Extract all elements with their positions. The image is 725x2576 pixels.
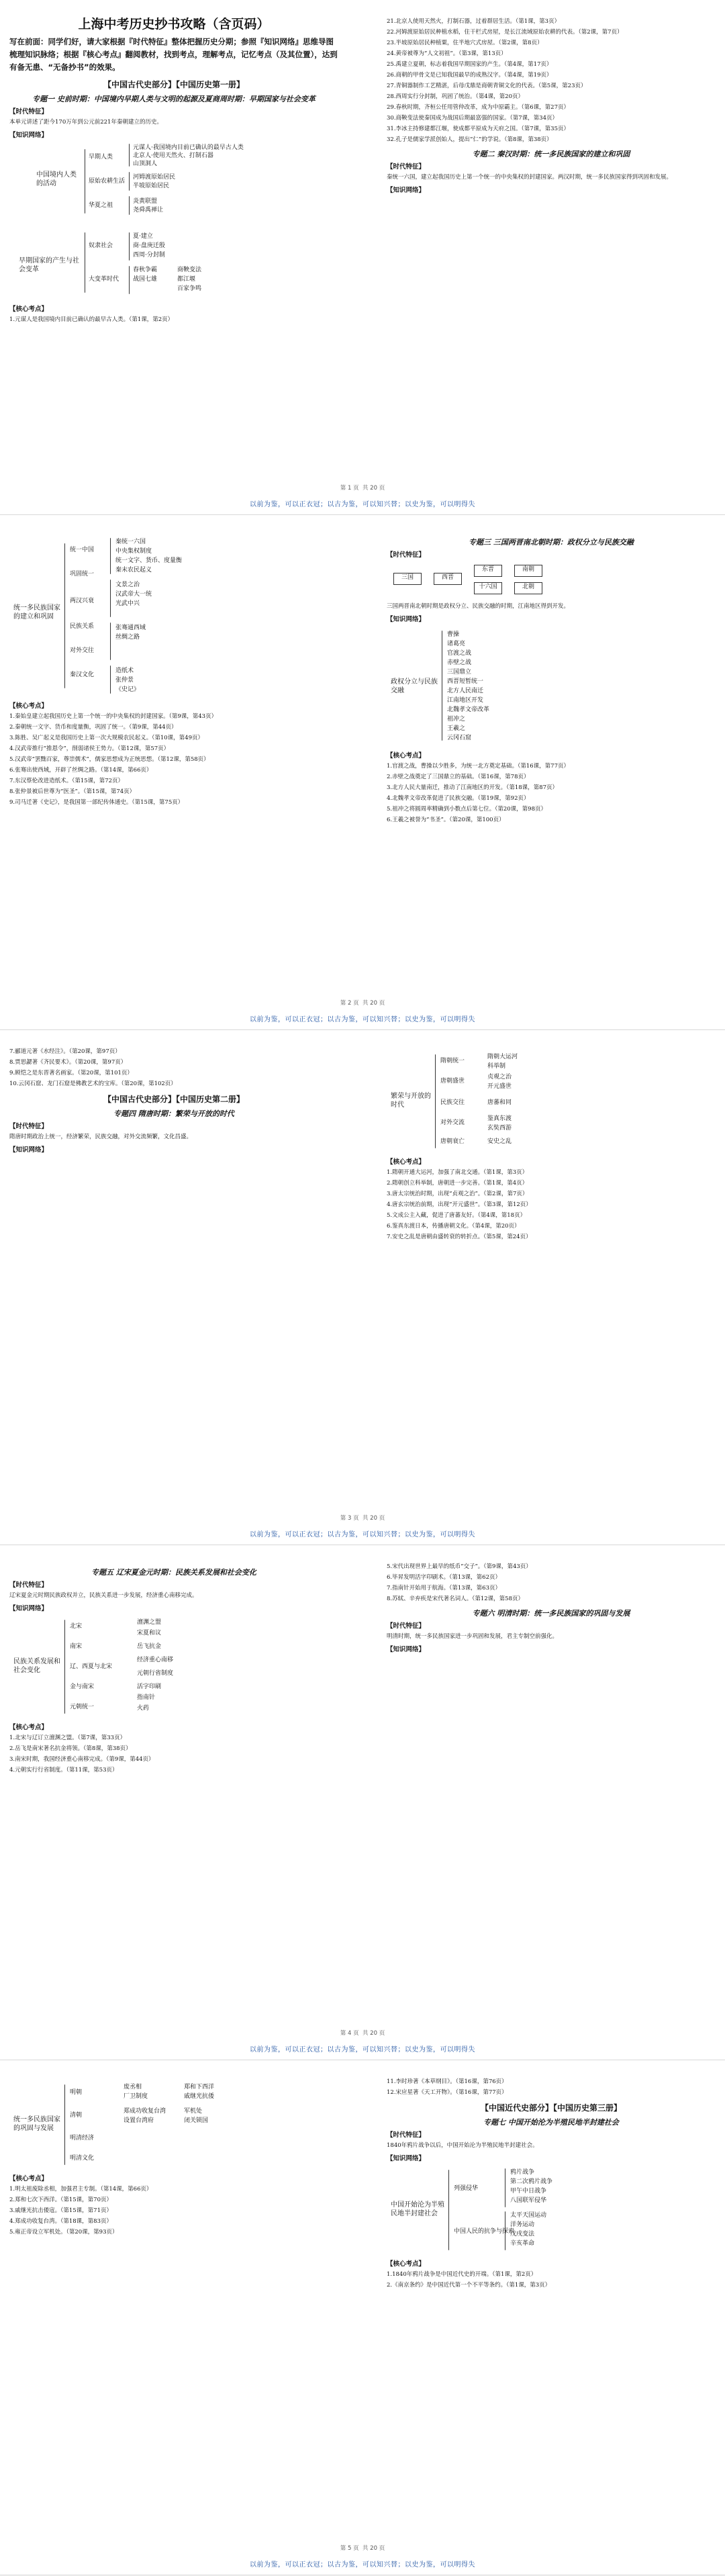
core-item: 3.陈胜、吴广起义是我国历史上第一次大规模农民起义。（第10课，第49页） — [9, 735, 203, 741]
core-item: 26.商朝的甲骨文是已知我国最早的成熟汉字。（第4课，第19页） — [387, 72, 552, 79]
diagram-branch: 清朝 — [70, 2112, 83, 2119]
core-item: 29.春秋时期，齐桓公任用管仲改革，成为中原霸主。（第6课，第27页） — [387, 104, 569, 111]
diagram-leaf: 指南针 — [137, 1694, 156, 1701]
diagram-branch: 元朝统一 — [70, 1704, 95, 1710]
diagram-leaf: 戚继光抗倭 — [184, 2093, 215, 2100]
era-text: 秦统一六国，建立起我国历史上第一个统一的中央集权的封建国家。两汉时期，统一多民族国家得到巩固和发展。 — [387, 174, 673, 181]
network-label: 【知识网络】 — [9, 1605, 48, 1612]
knowledge-network-diagram — [9, 2082, 338, 2169]
diagram-brace — [129, 266, 130, 294]
core-item: 7.郦道元著《水经注》。（第20课，第97页） — [9, 1048, 121, 1055]
diagram-branch: 民族交往 — [440, 1099, 465, 1106]
diagram-branch: 奴隶社会 — [89, 242, 113, 249]
core-item: 5.宋代出现世界上最早的纸币“交子”。（第9课，第43页） — [387, 1563, 532, 1570]
core-item: 4.元朝实行行省制度。（第11课，第53页） — [9, 1767, 118, 1774]
diagram-leaf: 山顶洞人 — [133, 160, 158, 167]
diagram-leaf: 北京人·使用天然火、打制石器 — [133, 152, 213, 159]
diagram-brace — [110, 580, 111, 617]
core-item: 4.郑成功收复台湾。（第18课，第83页） — [9, 2218, 112, 2225]
diagram-leaf: 炎黄联盟 — [133, 198, 158, 205]
core-label: 【核心考点】 — [387, 1158, 426, 1166]
network-label: 【知识网络】 — [387, 616, 426, 623]
book-heading: 【中国近代史部分】【中国历史第三册】 — [480, 2103, 622, 2113]
diagram-branch: 秦汉文化 — [70, 672, 95, 678]
core-item: 5.雍正帝设立军机处。（第20课，第93页） — [9, 2229, 118, 2236]
diagram-leaf: 甲午中日战争 — [510, 2188, 547, 2195]
core-label: 【核心考点】 — [9, 1724, 48, 1731]
diagram-leaf: 鸦片战争 — [510, 2169, 535, 2176]
diagram-brace — [435, 1054, 436, 1148]
knowledge-network-diagram — [387, 628, 716, 746]
section-heading: 专题二 秦汉时期：统一多民族国家的建立和巩固 — [472, 150, 630, 158]
diagram-leaf: 洋务运动 — [510, 2221, 535, 2228]
diagram-brace — [129, 196, 130, 215]
left-column — [9, 1563, 338, 2006]
core-item: 8.贾思勰著《齐民要术》。（第20课，第97页） — [9, 1059, 127, 1066]
diagram-branch: 南宋 — [70, 1643, 83, 1650]
diagram-leaf: 第二次鸦片战争 — [510, 2178, 553, 2185]
diagram-brace — [64, 1620, 65, 1714]
diagram-leaf: 军机处 — [184, 2108, 203, 2115]
core-item: 7.安史之乱是唐朝由盛转衰的转折点。（第5课，第24页） — [387, 1234, 532, 1240]
diagram-branch: 原始农耕生活 — [89, 178, 126, 185]
core-item: 3.唐太宗统治时期，出现“贞观之治”。（第2课，第7页） — [387, 1191, 528, 1197]
section-heading: 专题三 三国两晋南北朝时期：政权分立与民族交融 — [469, 538, 634, 547]
footer-strip: 以前为鉴，可以正衣冠；以古为鉴，可以知兴替；以史为鉴，可以明得失 — [250, 501, 475, 508]
diagram-branch: 对外交流 — [440, 1119, 465, 1126]
core-item: 12.宋应星著《天工开物》。（第16课，第77页） — [387, 2089, 508, 2096]
core-item: 6.王羲之被誉为“书圣”。（第20课，第100页） — [387, 817, 505, 823]
core-item: 28.西周实行分封制，巩固了统治。（第4课，第20页） — [387, 93, 524, 100]
core-item: 6.毕昇发明活字印刷术。（第13课，第62页） — [387, 1574, 501, 1581]
diagram-leaf: 光武中兴 — [115, 600, 140, 607]
diagram-root: 繁荣与开放的时代 — [391, 1093, 431, 1109]
diagram-leaf: 江南地区开发 — [447, 697, 484, 704]
core-label: 【核心考点】 — [9, 702, 48, 710]
diagram-leaf: 隋朝大运河 — [487, 1054, 518, 1060]
core-item: 25.禹建立夏朝，标志着我国早期国家的产生。（第4课，第17页） — [387, 61, 552, 68]
diagram-box: 西晋 — [434, 573, 462, 585]
diagram-root: 统一多民族国家的巩固与发展 — [13, 2116, 60, 2132]
diagram-leaf: 元朝行省制度 — [137, 1670, 174, 1677]
era-text: 本单元讲述了距今170万年到公元前221年秦朝建立的历史。 — [9, 119, 162, 126]
section-heading: 专题四 隋唐时期：繁荣与开放的时代 — [113, 1109, 234, 1118]
core-item: 1.1840年鸦片战争是中国近代史的开端。（第1课，第2页） — [387, 2271, 537, 2278]
document-page — [0, 515, 725, 1030]
diagram-leaf: 鉴真东渡 — [487, 1115, 512, 1122]
knowledge-network-diagram — [387, 1052, 716, 1152]
diagram-leaf: 统一文字、货币、度量衡 — [115, 557, 183, 564]
diagram-brace — [129, 232, 130, 261]
core-item: 1.官渡之战，曹操以少胜多，为统一北方奠定基础。（第16课，第77页） — [387, 763, 569, 770]
core-item: 9.顾恺之是东晋著名画家。（第20课，第101页） — [9, 1070, 133, 1076]
core-item: 5.汉武帝“罢黜百家，尊崇儒术”，儒家思想成为正统思想。（第12课，第58页） — [9, 756, 209, 763]
diagram-branch: 中国人民的抗争与探索 — [454, 2228, 515, 2235]
regime-flow-diagram — [387, 563, 716, 597]
core-item: 2.秦朝统一文字、货币和度量衡，巩固了统一。（第9课，第44页） — [9, 724, 177, 731]
network-label: 【知识网络】 — [387, 2155, 426, 2162]
diagram-leaf: 太平天国运动 — [510, 2212, 547, 2219]
diagram-leaf: 张仲景 — [115, 677, 134, 684]
section-heading: 专题七 中国开始沦为半殖民地半封建社会 — [483, 2118, 619, 2127]
core-item: 10.云冈石窟、龙门石窟是佛教艺术的宝库。（第20课，第102页） — [9, 1080, 177, 1087]
diagram-leaf: 赤壁之战 — [447, 659, 472, 666]
diagram-branch: 民族关系 — [70, 623, 95, 630]
diagram-branch: 北宋 — [70, 1623, 83, 1630]
diagram-leaf: 西晋短暂统一 — [447, 678, 484, 685]
section-heading: 专题六 明清时期：统一多民族国家的巩固与发展 — [472, 1609, 630, 1618]
core-item: 27.青铜器制作工艺精湛，后母戊鼎是商朝青铜文化的代表。（第5课，第23页） — [387, 83, 587, 89]
network-label: 【知识网络】 — [387, 187, 426, 194]
diagram-brace — [110, 538, 111, 574]
core-item: 1.元谋人是我国境内目前已确认的最早古人类。（第1课，第2页） — [9, 316, 174, 323]
right-column — [387, 1563, 716, 2006]
diagram-brace — [110, 623, 111, 660]
diagram-leaf: 八国联军侵华 — [510, 2197, 547, 2204]
core-item: 8.苏轼、辛弃疾是宋代著名词人。（第12课，第58页） — [387, 1596, 524, 1602]
diagram-brace — [448, 2170, 449, 2250]
diagram-leaf: 北方人民南迁 — [447, 688, 484, 694]
diagram-leaf: 宋夏和议 — [137, 1630, 162, 1637]
left-column — [9, 2078, 338, 2521]
core-item: 6.张骞出使西域，开辟了丝绸之路。（第14课，第66页） — [9, 767, 152, 774]
era-label: 【时代特征】 — [9, 1123, 48, 1130]
era-label: 【时代特征】 — [9, 108, 48, 116]
document-page — [0, 1030, 725, 1545]
diagram-leaf: 澶渊之盟 — [137, 1619, 162, 1626]
diagram-brace — [110, 665, 111, 694]
diagram-box: 十六国 — [474, 582, 502, 594]
diagram-leaf: 中央集权制度 — [115, 548, 152, 555]
diagram-leaf: 唐蕃和同 — [487, 1099, 512, 1106]
diagram-root: 民族关系发展和社会变化 — [13, 1658, 60, 1674]
network-label: 【知识网络】 — [9, 1146, 48, 1154]
era-label: 【时代特征】 — [387, 2131, 426, 2139]
core-item: 7.东汉蔡伦改进造纸术。（第15课，第72页） — [9, 778, 124, 784]
diagram-leaf: 王羲之 — [447, 725, 466, 732]
right-column — [387, 17, 716, 461]
book-heading: 【中国古代史部分】【中国历史第一册】 — [103, 80, 244, 89]
diagram-leaf: 诸葛亮 — [447, 641, 466, 647]
diagram-leaf: 安史之乱 — [487, 1138, 512, 1145]
diagram-leaf: 经济重心南移 — [137, 1657, 174, 1663]
diagram-branch: 大变革时代 — [89, 276, 119, 283]
era-label: 【时代特征】 — [387, 1622, 426, 1630]
era-text: 1840年鸦片战争以后，中国开始沦为半殖民地半封建社会。 — [387, 2142, 538, 2149]
page-number: 第 4 页 共 20 页 — [340, 2030, 385, 2037]
diagram-branch: 金与南宋 — [70, 1684, 95, 1690]
core-item: 24.黄帝被尊为“人文初祖”。（第3课，第13页） — [387, 50, 507, 57]
core-item: 30.商鞅变法使秦国成为战国后期最富强的国家。（第7课，第34页） — [387, 115, 558, 122]
footer-strip: 以前为鉴，可以正衣冠；以古为鉴，可以知兴替；以史为鉴，可以明得失 — [250, 1531, 475, 1538]
core-item: 1.北宋与辽订立澶渊之盟。（第7课，第33页） — [9, 1735, 126, 1741]
core-item: 22.河姆渡原始居民种植水稻，住干栏式房屋，是长江流域原始农耕的代表。（第2课，第7页） — [387, 29, 623, 36]
core-item: 2.郑和七次下西洋。（第15课，第70页） — [9, 2197, 112, 2203]
diagram-leaf: 戊戌变法 — [510, 2231, 535, 2238]
left-column — [9, 17, 338, 461]
knowledge-network-diagram — [9, 537, 338, 696]
diagram-leaf: 战国七雄 — [133, 276, 158, 283]
diagram-branch: 列强侵华 — [454, 2185, 479, 2192]
diagram-leaf: 秦统一六国 — [115, 539, 146, 545]
right-column — [387, 1048, 716, 1491]
diagram-leaf: 郑成功收复台湾 — [124, 2108, 166, 2115]
diagram-leaf: 秦末农民起义 — [115, 567, 152, 573]
diagram-leaf: 活字印刷 — [137, 1684, 162, 1690]
diagram-leaf: 文景之治 — [115, 582, 140, 588]
core-item: 11.李时珍著《本草纲目》。（第16课，第76页） — [387, 2078, 508, 2085]
document-page — [0, 1545, 725, 2060]
core-item: 9.司马迁著《史记》，是我国第一部纪传体通史。（第15课，第75页） — [9, 799, 184, 806]
diagram-branch: 唐朝盛世 — [440, 1078, 465, 1085]
diagram-leaf: 厂卫制度 — [124, 2093, 148, 2100]
core-item: 8.张仲景被后世尊为“医圣”。（第15课，第74页） — [9, 788, 136, 795]
diagram-brace — [64, 543, 65, 688]
diagram-leaf: 官渡之战 — [447, 650, 472, 657]
diagram-leaf: 开元盛世 — [487, 1083, 512, 1090]
core-item: 6.鉴真东渡日本，传播唐朝文化。（第4课，第20页） — [387, 1223, 520, 1230]
diagram-leaf: 祖冲之 — [447, 716, 466, 723]
footer-strip: 以前为鉴，可以正衣冠；以古为鉴，可以知兴替；以史为鉴，可以明得失 — [250, 1016, 475, 1023]
diagram-leaf: 废丞相 — [124, 2084, 142, 2090]
diagram-leaf: 三国鼎立 — [447, 669, 472, 676]
core-item: 4.北魏孝文帝改革促进了民族交融。（第19课，第92页） — [387, 795, 530, 802]
page-number: 第 2 页 共 20 页 — [340, 1000, 385, 1007]
diagram-root: 中国开始沦为半殖民地半封建社会 — [391, 2201, 444, 2217]
knowledge-network-diagram — [9, 1617, 338, 1718]
era-label: 【时代特征】 — [387, 551, 426, 559]
core-label: 【核心考点】 — [9, 306, 48, 313]
diagram-leaf: 元谋人·我国境内目前已确认的最早古人类 — [133, 144, 244, 151]
diagram-brace — [129, 172, 130, 191]
diagram-branch: 明朝 — [70, 2089, 83, 2096]
era-label: 【时代特征】 — [387, 163, 426, 171]
diagram-branch: 明清文化 — [70, 2155, 95, 2162]
knowledge-network-diagram — [387, 2167, 716, 2254]
network-label: 【知识网络】 — [9, 132, 48, 139]
diagram-leaf: 商鞅变法 — [177, 267, 202, 273]
diagram-leaf: 尧舜禹禅让 — [133, 207, 164, 214]
footer-strip: 以前为鉴，可以正衣冠；以古为鉴，可以知兴替；以史为鉴，可以明得失 — [250, 2561, 475, 2569]
section-heading: 专题一 史前时期：中国境内早期人类与文明的起源及夏商周时期：早期国家与社会变革 — [32, 95, 316, 103]
page-number: 第 5 页 共 20 页 — [340, 2545, 385, 2552]
document-page — [0, 2060, 725, 2575]
book-heading: 【中国古代史部分】【中国历史第二册】 — [103, 1095, 244, 1104]
diagram-box: 北朝 — [514, 582, 542, 594]
document-page — [0, 0, 725, 515]
diagram-root: 中国境内人类的活动 — [36, 171, 77, 187]
page-number: 第 1 页 共 20 页 — [340, 485, 385, 492]
diagram-branch: 早期人类 — [89, 154, 113, 160]
era-text: 三国两晋南北朝时期是政权分立、民族交融的时期，江南地区得到开发。 — [387, 603, 570, 610]
diagram-branch: 隋朝统一 — [440, 1058, 465, 1064]
diagram-branch: 统一中国 — [70, 547, 95, 553]
diagram-leaf: 北魏孝文帝改革 — [447, 706, 490, 713]
core-label: 【核心考点】 — [387, 752, 426, 760]
diagram-leaf: 都江堰 — [177, 276, 196, 283]
diagram-branch: 华夏之祖 — [89, 202, 113, 209]
diagram-root: 统一多民族国家的建立和巩固 — [13, 604, 60, 620]
right-column — [387, 533, 716, 976]
diagram-leaf: 丝绸之路 — [115, 634, 140, 641]
core-item: 31.李冰主持修建都江堰，使成都平原成为天府之国。（第7课，第35页） — [387, 126, 569, 132]
era-text: 隋唐时期政治上统一，经济繁荣，民族交融，对外交流频繁，文化昌盛。 — [9, 1134, 193, 1140]
diagram-box: 三国 — [393, 573, 422, 585]
core-item: 21.北京人使用天然火，打制石器，过着群居生活。（第1课，第3页） — [387, 18, 561, 25]
diagram-leaf: 夏·建立 — [133, 233, 153, 240]
document-title: 上海中考历史抄书攻略（含页码） — [78, 17, 270, 32]
diagram-branch: 巩固统一 — [70, 571, 95, 578]
diagram-branch: 唐朝衰亡 — [440, 1138, 465, 1145]
diagram-leaf: 火药 — [137, 1705, 150, 1712]
diagram-root: 政权分立与民族交融 — [391, 678, 438, 694]
network-label: 【知识网络】 — [387, 1646, 426, 1653]
diagram-leaf: 云冈石窟 — [447, 735, 472, 741]
core-item: 23.半坡原始居民种植粟，住半地穴式房屋。（第2课，第8页） — [387, 40, 543, 46]
diagram-leaf: 科举制 — [487, 1063, 506, 1070]
core-item: 1.明太祖废除丞相，加强君主专制。（第14课，第66页） — [9, 2186, 152, 2193]
diagram-leaf: 商·盘庚迁殷 — [133, 242, 165, 249]
core-label: 【核心考点】 — [387, 2260, 426, 2268]
diagram-branch: 两汉兴衰 — [70, 598, 95, 604]
core-item: 1.隋朝开通大运河，加强了南北交通。（第1课，第3页） — [387, 1169, 528, 1176]
core-item: 4.唐玄宗统治前期，出现“开元盛世”。（第3课，第12页） — [387, 1201, 532, 1208]
diagram-branch: 对外交往 — [70, 647, 95, 654]
diagram-branch: 明清经济 — [70, 2135, 95, 2142]
diagram-leaf: 春秋争霸 — [133, 267, 158, 273]
diagram-box: 南朝 — [514, 565, 542, 577]
diagram-leaf: 百家争鸣 — [177, 285, 202, 292]
core-item: 32.孔子是儒家学派创始人，提出“仁”的学说。（第8课，第38页） — [387, 136, 552, 143]
core-item: 4.汉武帝推行“推恩令”，削弱诸侯王势力。（第12课，第57页） — [9, 745, 170, 752]
diagram-leaf: 西周·分封制 — [133, 252, 165, 259]
core-item: 2.《南京条约》是中国近代第一个不平等条约。（第1课，第3页） — [387, 2282, 551, 2289]
core-item: 2.岳飞是南宋著名抗金将领。（第8课，第38页） — [9, 1745, 132, 1752]
core-item: 3.戚继光抗击倭寇。（第15课，第71页） — [9, 2207, 112, 2214]
diagram-leaf: 郑和下西洋 — [184, 2084, 215, 2090]
core-item: 2.赤壁之战奠定了三国鼎立的基础。（第16课，第78页） — [387, 774, 530, 780]
knowledge-network-diagram — [9, 144, 338, 300]
era-label: 【时代特征】 — [9, 1581, 48, 1589]
diagram-box: 东晋 — [474, 565, 502, 577]
diagram-leaf: 河姆渡原始居民 — [133, 174, 176, 181]
left-column — [9, 1048, 338, 1491]
core-item: 1.秦始皇建立起我国历史上第一个统一的中央集权的封建国家。（第9课，第43页） — [9, 713, 218, 720]
core-item: 7.指南针开始用于航海。（第13课，第63页） — [387, 1585, 501, 1592]
core-item: 3.北方人民大量南迁，推动了江南地区的开发。（第18课，第87页） — [387, 784, 558, 791]
diagram-leaf: 半坡原始居民 — [133, 183, 170, 189]
core-item: 5.文成公主入藏，促进了唐蕃友好。（第4课，第18页） — [387, 1212, 526, 1219]
core-item: 2.隋朝创立科举制，唐朝进一步完善。（第1课，第4页） — [387, 1180, 528, 1187]
diagram-leaf: 玄奘西游 — [487, 1125, 512, 1132]
core-item: 3.南宋时期，我国经济重心南移完成。（第9课，第44页） — [9, 1756, 154, 1763]
footer-strip: 以前为鉴，可以正衣冠；以古为鉴，可以知兴替；以史为鉴，可以明得失 — [250, 2046, 475, 2054]
diagram-leaf: 造纸术 — [115, 668, 134, 674]
diagram-root: 早期国家的产生与社会变革 — [19, 257, 79, 273]
diagram-branch: 辽、西夏与北宋 — [70, 1663, 113, 1670]
diagram-leaf: 辛亥革命 — [510, 2240, 535, 2247]
diagram-leaf: 贞观之治 — [487, 1074, 512, 1080]
page-number: 第 3 页 共 20 页 — [340, 1515, 385, 1522]
diagram-leaf: 汉武帝大一统 — [115, 591, 152, 598]
era-text: 明清时期，统一多民族国家进一步巩固和发展，君主专制空前强化。 — [387, 1633, 559, 1640]
intro-paragraph: 写在前面：同学们好，请大家根据『时代特征』整体把握历史分期；参照『知识网络』思维导图梳理知识脉络；根据『核心考点』翻阅教材，找到考点，理解考点，记忆考点（及其位置），达到有备无患、“无备抄书”的效果。 — [9, 37, 338, 72]
core-item: 5.祖冲之将圆周率精确到小数点后第七位。（第20课，第98页） — [387, 806, 546, 813]
diagram-leaf: 《史记》 — [115, 686, 140, 693]
right-column — [387, 2078, 716, 2521]
diagram-leaf: 岳飞抗金 — [137, 1643, 162, 1650]
core-label: 【核心考点】 — [9, 2175, 48, 2182]
diagram-brace — [129, 144, 130, 167]
diagram-brace — [64, 2084, 65, 2165]
diagram-leaf: 闭关锁国 — [184, 2117, 209, 2124]
diagram-leaf: 曹操 — [447, 631, 460, 638]
section-heading: 专题五 辽宋夏金元时期：民族关系发展和社会变化 — [91, 1568, 256, 1577]
diagram-leaf: 张骞通西域 — [115, 625, 146, 631]
left-column — [9, 533, 338, 976]
diagram-leaf: 设置台湾府 — [124, 2117, 154, 2124]
era-text: 辽宋夏金元时期民族政权并立，民族关系进一步发展，经济重心南移完成。 — [9, 1592, 198, 1599]
